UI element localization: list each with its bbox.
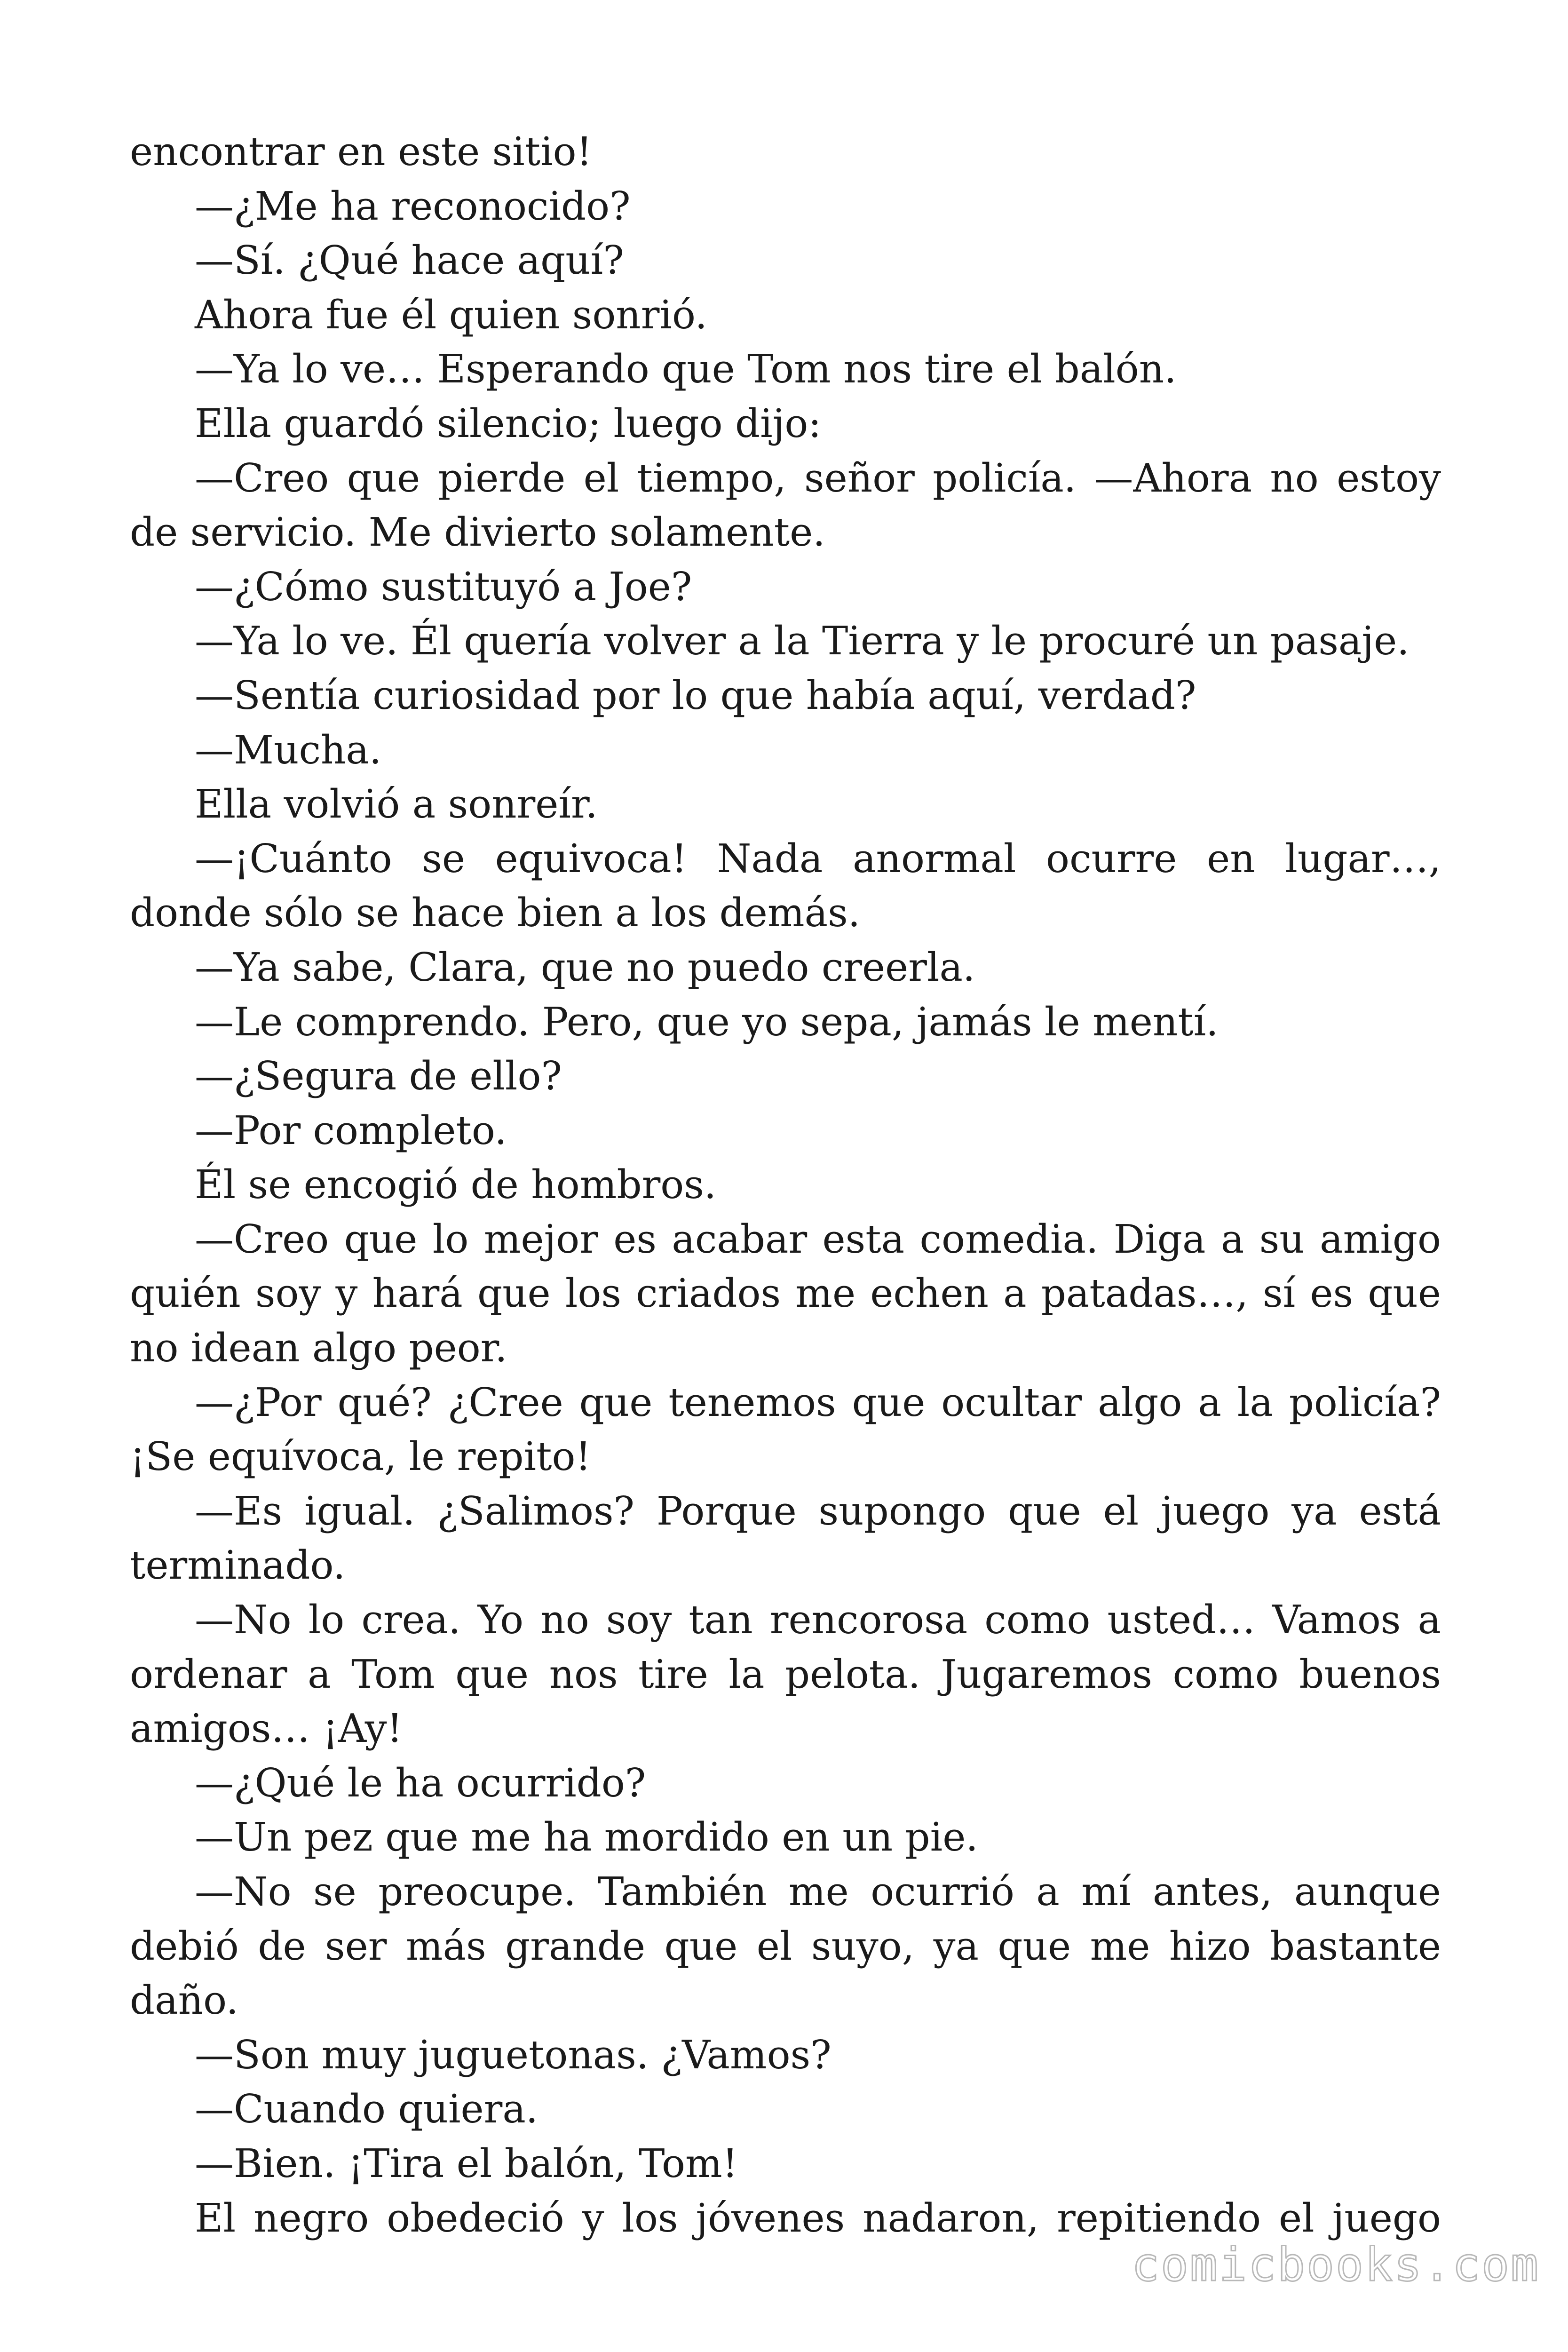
paragraph-15: —Le comprendo. Pero, que yo sepa, jamás le mentí. — [195, 999, 1219, 1045]
paragraph-6: Ella guardó silencio; luego dijo: — [195, 400, 822, 446]
paragraph-11: —Mucha. — [195, 727, 382, 773]
paragraph-20: —¿Por qué? ¿Cree que tenemos que ocultar algo a la policía? ¡Se equívoca, le repito! — [130, 1379, 1441, 1480]
paragraph-1: encontrar en este sitio! — [130, 129, 592, 175]
paragraph-25: —No se preocupe. También me ocurrió a mí antes, aunque debió de ser más grande que el suyo, ya que me hizo bastante daño. — [130, 1869, 1441, 2024]
site-watermark: comicbooks.com — [1131, 2238, 1540, 2292]
paragraph-5: —Ya lo ve… Esperando que Tom nos tire el balón. — [195, 346, 1177, 392]
paragraph-4: Ahora fue él quien sonrió. — [195, 292, 707, 338]
paragraph-2: —¿Me ha reconocido? — [195, 183, 631, 229]
body-text — [130, 125, 1441, 2245]
paragraph-19: —Creo que lo mejor es acabar esta comedia. Diga a su amigo quién soy y hará que los criados me echen a patadas…, sí es que no idean algo peor. — [130, 1216, 1441, 1371]
paragraph-27: —Cuando quiera. — [195, 2086, 539, 2132]
paragraph-23: —¿Qué le ha ocurrido? — [195, 1760, 646, 1806]
paragraph-22: —No lo crea. Yo no soy tan rencorosa como usted… Vamos a ordenar a Tom que nos tire la pelota. Jugaremos como buenos amigos… ¡Ay! — [130, 1597, 1441, 1752]
paragraph-10: —Sentía curiosidad por lo que había aquí, verdad? — [195, 672, 1196, 718]
paragraph-14: —Ya sabe, Clara, que no puedo creerla. — [195, 944, 975, 990]
paragraph-29: El negro obedeció y los jóvenes nadaron, repitiendo el juego — [195, 2195, 1441, 2241]
paragraph-9: —Ya lo ve. Él quería volver a la Tierra y le procuré un pasaje. — [195, 618, 1410, 664]
paragraph-8: —¿Cómo sustituyó a Joe? — [195, 564, 692, 610]
paragraph-17: —Por completo. — [195, 1107, 507, 1153]
paragraph-28: —Bien. ¡Tira el balón, Tom! — [195, 2140, 738, 2186]
paragraph-21: —Es igual. ¿Salimos? Porque supongo que el juego ya está terminado. — [130, 1488, 1441, 1589]
paragraph-26: —Son muy juguetonas. ¿Vamos? — [195, 2032, 832, 2078]
paragraph-7: —Creo que pierde el tiempo, señor policía. —Ahora no estoy de servicio. Me divierto solamente. — [130, 455, 1441, 556]
paragraph-3: —Sí. ¿Qué hace aquí? — [195, 238, 624, 284]
paragraph-24: —Un pez que me ha mordido en un pie. — [195, 1814, 978, 1860]
paragraph-16: —¿Segura de ello? — [195, 1053, 562, 1099]
paragraph-12: Ella volvió a sonreír. — [195, 781, 598, 827]
paragraph-18: Él se encogió de hombros. — [195, 1162, 717, 1208]
paragraph-13: —¡Cuánto se equivoca! Nada anormal ocurre en lugar…, donde sólo se hace bien a los demás. — [130, 835, 1441, 936]
